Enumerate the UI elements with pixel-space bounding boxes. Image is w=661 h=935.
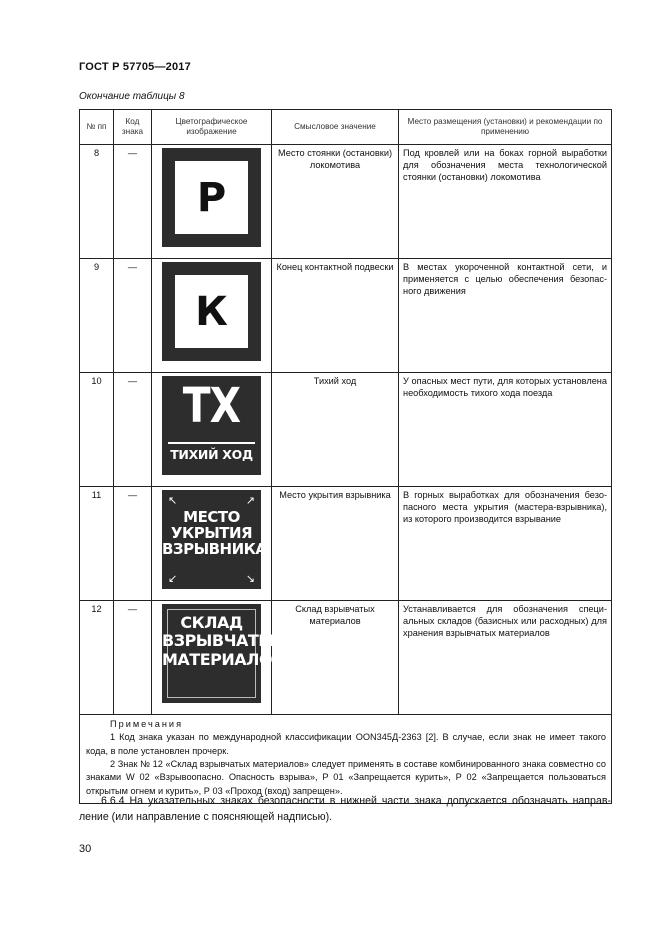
table-row bbox=[80, 259, 612, 373]
row-num: 10 bbox=[80, 373, 114, 487]
notes-row bbox=[80, 715, 612, 804]
row-placement: В местах укороченной контактной сети, и применяется с целью обеспечения безопасного движения bbox=[399, 259, 612, 373]
sign-text bbox=[162, 508, 267, 558]
arrow-top-right-icon: ↗ bbox=[245, 494, 255, 507]
arrow-bottom-left-icon: ↙ bbox=[168, 572, 178, 585]
col-header-code: Код знака bbox=[114, 110, 152, 145]
row-placement: Под кровлей или на боках горной выработки для обозначения места технологической стоянки (остановки) локомотива bbox=[399, 145, 612, 259]
row-num: 9 bbox=[80, 259, 114, 373]
row-placement: В горных выработках для обозначения безопасного места укрытия (мастера-взрывника), из которого производится взрывание bbox=[399, 487, 612, 601]
sign-text-line: ВЗРЫВЧАТЫХ bbox=[162, 631, 287, 651]
row-code: — bbox=[114, 487, 152, 601]
arrow-bottom-right-icon: ↘ bbox=[245, 572, 255, 585]
notes-cell bbox=[80, 715, 612, 804]
row-code: — bbox=[114, 145, 152, 259]
sign-text-line: МЕСТО bbox=[183, 508, 240, 526]
row-image-cell bbox=[152, 259, 272, 373]
sign-text-line: МАТЕРИАЛОВ bbox=[162, 649, 284, 669]
sign-locomotive-stop bbox=[162, 148, 261, 247]
row-meaning: Место стоянки (остановки) локомотива bbox=[272, 145, 399, 259]
table-row bbox=[80, 145, 612, 259]
sign-text-line: УКРЫТИЯ bbox=[170, 523, 253, 542]
row-num: 8 bbox=[80, 145, 114, 259]
row-placement: У опасных мест пути, для которых установлена необходимость тихого хода поезда bbox=[399, 373, 612, 487]
row-image-cell bbox=[152, 145, 272, 259]
note-item: 1 Код знака указан по международной классификации ООN345Д-2363 [2]. В случае, если знак не имеет такого кода, в поле установлен прочерк. bbox=[86, 732, 606, 756]
sign-letter: К bbox=[175, 275, 248, 348]
sign-blaster-shelter bbox=[162, 490, 267, 589]
col-header-image: Цветографическое изображение bbox=[152, 110, 272, 145]
sign-explosives-storage bbox=[162, 604, 287, 703]
row-meaning: Тихий ход bbox=[272, 373, 399, 487]
row-placement: Устанавливается для обозначения специальных складов (базисных или расходных) для хранения взрывчатых материалов bbox=[399, 601, 612, 715]
row-meaning: Конец контактной подвески bbox=[272, 259, 399, 373]
sign-text-line: СКЛАД bbox=[180, 613, 243, 632]
sign-big-text: ТХ bbox=[182, 378, 241, 434]
table-row bbox=[80, 601, 612, 715]
row-meaning: Место укрытия взрывника bbox=[272, 487, 399, 601]
row-image-cell bbox=[152, 373, 272, 487]
row-image-cell bbox=[152, 487, 272, 601]
col-header-num: № пп bbox=[80, 110, 114, 145]
sign-letter: Р bbox=[175, 161, 248, 234]
col-header-placement: Место размещения (установки) и рекомендации по применению bbox=[399, 110, 612, 145]
sign-text-line: ВЗРЫВНИКА bbox=[162, 539, 267, 558]
sign-text bbox=[162, 613, 287, 669]
table-row bbox=[80, 373, 612, 487]
col-header-meaning: Смысловое значение bbox=[272, 110, 399, 145]
row-num: 11 bbox=[80, 487, 114, 601]
notes-title: Примечания bbox=[110, 719, 184, 729]
row-code: — bbox=[114, 601, 152, 715]
page-number: 30 bbox=[79, 843, 92, 855]
row-image-cell bbox=[152, 601, 287, 715]
sign-slow-speed bbox=[162, 376, 261, 475]
sign-contact-line-end bbox=[162, 262, 261, 361]
table-row bbox=[80, 487, 612, 601]
sign-small-text: ТИХИЙ ХОД bbox=[168, 442, 255, 463]
row-code: — bbox=[114, 373, 152, 487]
body-paragraph: 6.6.4 На указательных знаках безопасности в нижней части знака допускается обозначать направление (или направление с поясняющей надписью). bbox=[79, 795, 611, 824]
row-code: — bbox=[114, 259, 152, 373]
table-header-row bbox=[80, 110, 612, 145]
arrow-top-left-icon: ↖ bbox=[168, 494, 178, 507]
note-item: 2 Знак № 12 «Склад взрывчатых материалов» следует применять в составе комбинированного знака совместно со знаками W 02 «Взрывоопасно. Опасность взрыва», Р 01 «Запрещается курить», Р 02 «Запрещается пользоваться открытым огнем и курить», Р 03 «Проход (вход) запрещен». bbox=[86, 759, 606, 796]
table-caption: Окончание таблицы 8 bbox=[79, 91, 185, 102]
row-meaning: Склад взрывчатых материалов bbox=[272, 601, 399, 715]
signs-table bbox=[79, 109, 612, 804]
document-header: ГОСТ Р 57705—2017 bbox=[79, 61, 191, 73]
row-num: 12 bbox=[80, 601, 114, 715]
